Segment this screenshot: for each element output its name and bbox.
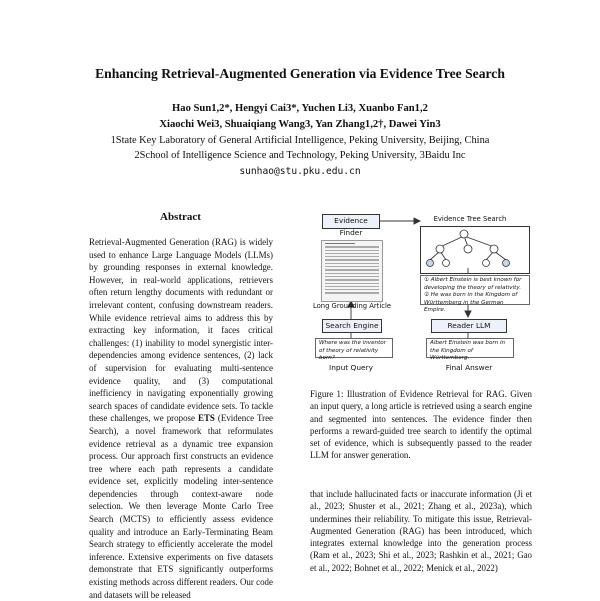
- input-query-label: Input Query: [329, 363, 373, 372]
- method-name: ETS: [198, 413, 215, 424]
- abstract-text: Retrieval-Augmented Generation (RAG) is widely used to enhance Large Language Models (LLMs) by grounding responses in external knowledge. However, in real-world applications, retrievers often return lengthy documents with redundant or irrelevant content, confusing downstream readers. While evidence retrieval aims to address this by extracting key information, it faces critical challenges: (1) inability to model synergistic inter-dependencies among evidence sentences, (2) lack of supervision for evaluating multi-sentence evidence quality, and (3) computational inefficiency in navigating exponentially growing search spaces of candidate evidence sets. To tackle these challenges, we propose: [89, 237, 273, 424]
- abstract-heading: Abstract: [160, 211, 201, 223]
- final-answer-box: Albert Einstein was born in the Kingdom of Württemberg.: [426, 338, 514, 358]
- evidence-tree-frame: [420, 226, 530, 274]
- affiliation-2: 2School of Intelligence Science and Technology, Peking University, 3Baidu Inc: [134, 150, 466, 161]
- input-query-box: Where was the inventor of theory of relativity born?: [315, 338, 393, 358]
- evidence-sentence-2: He was born in the Kingdom of Württemberg in the German Empire.: [424, 292, 518, 313]
- authors-line-1: Hao Sun1,2*, Hengyi Cai3*, Yuchen Li3, Xuanbo Fan1,2: [172, 103, 428, 114]
- author-email: sunhao@stu.pku.edu.cn: [239, 166, 361, 177]
- long-article-label: Long Grounding Article: [312, 302, 392, 310]
- evidence-tree-search-label: Evidence Tree Search: [433, 215, 507, 223]
- node-1-label: ①: [424, 277, 430, 283]
- figure-1: [310, 210, 532, 380]
- node-2-label: ②: [424, 292, 430, 298]
- long-article-thumbnail: [321, 240, 383, 302]
- final-answer-label: Final Answer: [445, 363, 493, 372]
- paper-title: Enhancing Retrieval-Augmented Generation via Evidence Tree Search: [95, 66, 505, 81]
- figure-caption: Figure 1: Illustration of Evidence Retrieval for RAG. Given an input query, a long article is retrieved using a search engine and segmented into sentences. The evidence finder then performs a reward-guided tree search to identify the optimal set of evidence, which is subsequently passed to the reader LLM for answer generation.: [310, 389, 532, 461]
- evidence-notes: [420, 275, 530, 313]
- intro-body-text: that include hallucinated facts or inaccurate information (Ji et al., 2023; Shuster et al., 2021; Zhang et al., 2023a), which undermines their reliability. To mitigate this issue, Retrieval-Augmented Generation (RAG) has been introduced, which integrates external knowledge into the generation process (Ram et al., 2023; Shi et al., 2023; Rashkin et al., 2021; Gao et al., 2022; Bohnet et al., 2022; Menick et al., 2022): [310, 489, 532, 573]
- evidence-sentence-1: Albert Einstein is best known for developing the theory of relativity.: [424, 277, 522, 291]
- search-engine-box: Search Engine: [322, 319, 382, 333]
- authors-line-2: Xiaochi Wei3, Shuaiqiang Wang3, Yan Zhang1,2†, Dawei Yin3: [159, 119, 441, 130]
- abstract-text-cont: (Evidence Tree Search), a novel framework that reformulates evidence retrieval as a dynamic tree expansion process. Our approach first constructs an evidence tree where each path represents a candidate evidence set, explicitly modeling inter-sentence dependencies through context-aware node selection. We then leverage Monte Carlo Tree Search (MCTS) to efficiently assess evidence quality and introduce an Early-Terminating Beam Search strategy to efficiently accelerate the model inference. Extensive experiments on five datasets demonstrate that ETS significantly outperforms existing methods across different readers. Our code and datasets will be released: [89, 413, 274, 600]
- evidence-finder-box: Evidence Finder: [322, 214, 380, 229]
- affiliation-1: 1State Key Laboratory of General Artificial Intelligence, Peking University, Beijing, China: [110, 135, 490, 146]
- abstract-body: [89, 236, 273, 601]
- reader-llm-box: Reader LLM: [431, 319, 507, 333]
